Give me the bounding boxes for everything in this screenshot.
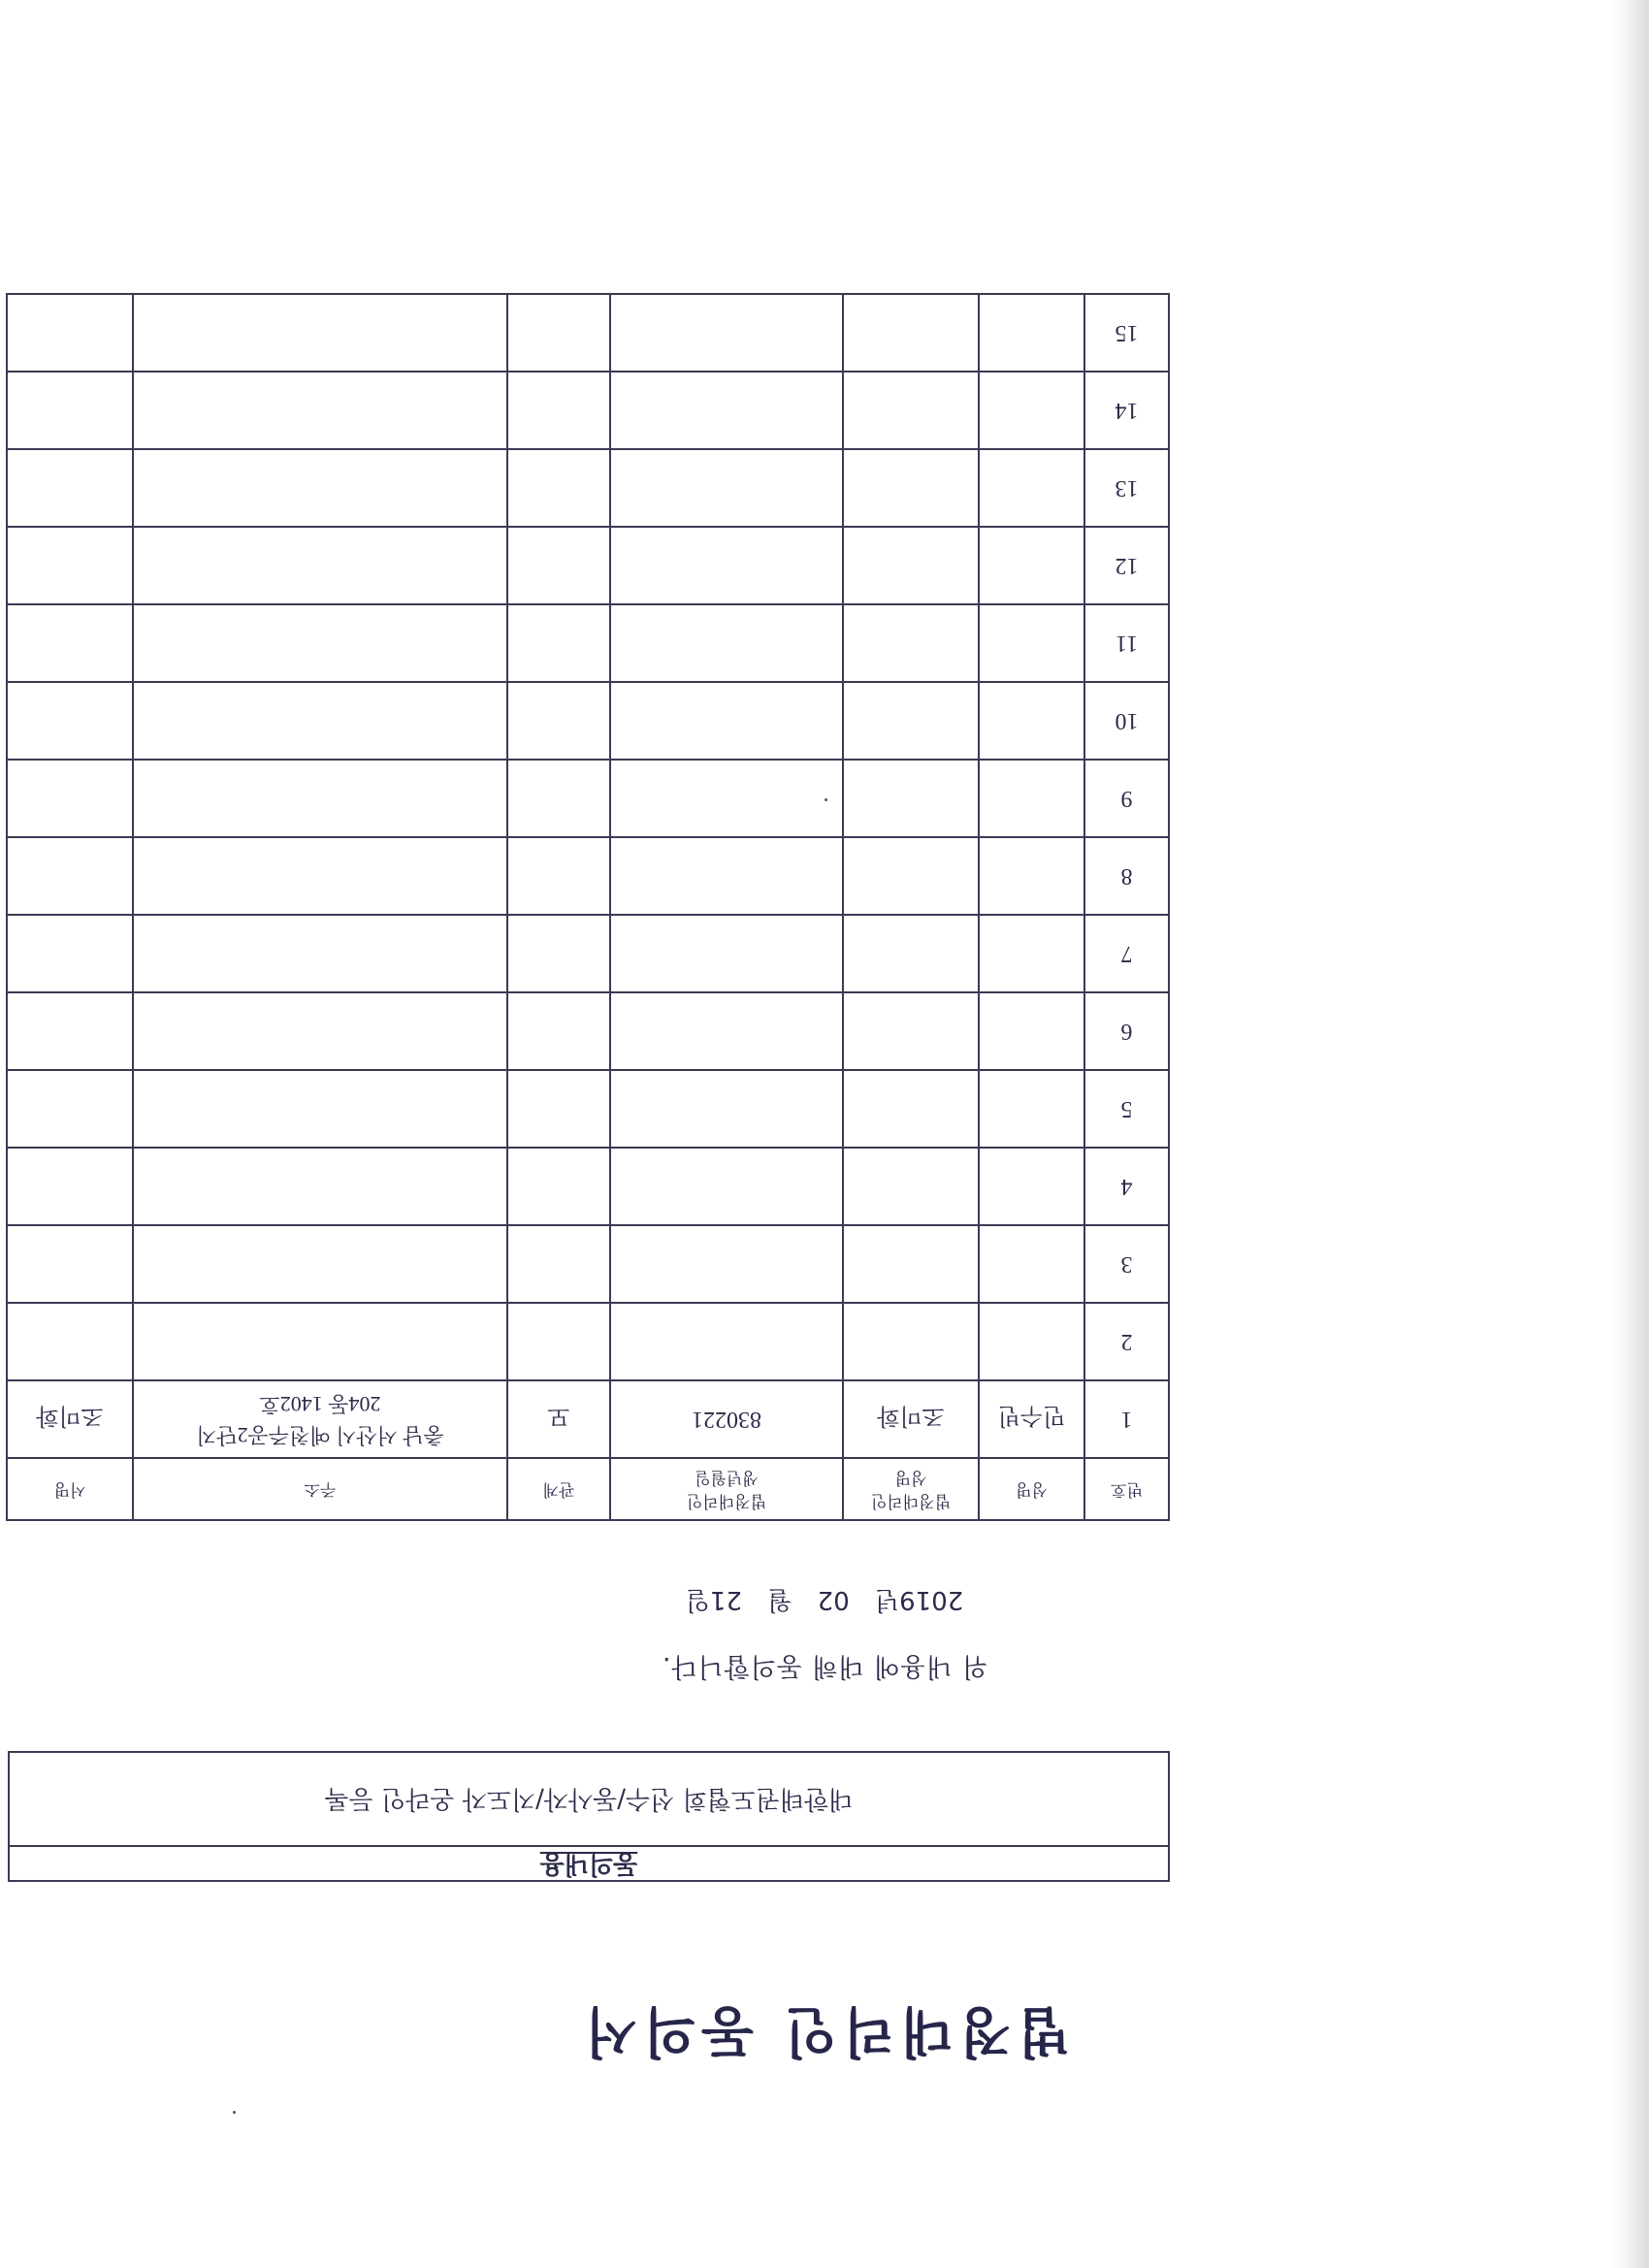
cell-guardian-name <box>843 1303 979 1380</box>
cell-signature <box>7 760 133 837</box>
cell-number: 3 <box>1084 1225 1169 1303</box>
table-row <box>7 992 1169 1070</box>
header-guardian-name: 법정대리인 성명 <box>843 1458 979 1520</box>
header-relation: 관계 <box>507 1458 610 1520</box>
header-signature: 서명 <box>7 1458 133 1520</box>
cell-guardian-name <box>843 682 979 760</box>
cell-guardian-birth <box>610 760 843 837</box>
cell-number: 7 <box>1084 915 1169 992</box>
cell-guardian-name <box>843 604 979 682</box>
cell-guardian-birth <box>610 527 843 604</box>
cell-number: 13 <box>1084 449 1169 527</box>
cell-number: 10 <box>1084 682 1169 760</box>
cell-guardian-birth <box>610 682 843 760</box>
cell-guardian-name <box>843 1148 979 1225</box>
cell-number: 5 <box>1084 1070 1169 1148</box>
cell-address <box>133 527 507 604</box>
cell-guardian-name <box>843 837 979 915</box>
cell-address <box>133 992 507 1070</box>
cell-relation <box>507 1225 610 1303</box>
cell-relation <box>507 449 610 527</box>
table-row <box>7 604 1169 682</box>
cell-address <box>133 837 507 915</box>
cell-name <box>979 837 1084 915</box>
cell-address <box>133 682 507 760</box>
cell-guardian-birth <box>610 837 843 915</box>
cell-guardian-name: 조미화 <box>843 1380 979 1458</box>
cell-number: 15 <box>1084 294 1169 372</box>
cell-name <box>979 682 1084 760</box>
cell-guardian-name <box>843 992 979 1070</box>
cell-number: 9 <box>1084 760 1169 837</box>
header-name: 성명 <box>979 1458 1084 1520</box>
consent-heading <box>10 1845 1168 1880</box>
cell-relation <box>507 915 610 992</box>
table-row <box>7 1303 1169 1380</box>
cell-guardian-birth <box>610 294 843 372</box>
cell-guardian-birth <box>610 915 843 992</box>
table-row <box>7 1225 1169 1303</box>
consent-text: 대한태권도협회 선수/동사자/지도자 온라인 등록 <box>324 1784 854 1813</box>
cell-name <box>979 294 1084 372</box>
cell-signature <box>7 915 133 992</box>
cell-name <box>979 604 1084 682</box>
header-guardian-birth: 법정대리인 생년월일 <box>610 1458 843 1520</box>
cell-guardian-birth <box>610 992 843 1070</box>
scan-speck <box>824 798 827 801</box>
cell-number: 12 <box>1084 527 1169 604</box>
cell-relation <box>507 294 610 372</box>
cell-guardian-birth <box>610 372 843 449</box>
cell-signature <box>7 527 133 604</box>
cell-relation <box>507 372 610 449</box>
cell-guardian-birth <box>610 1303 843 1380</box>
cell-name <box>979 992 1084 1070</box>
cell-guardian-name <box>843 1070 979 1148</box>
cell-number: 14 <box>1084 372 1169 449</box>
cell-name <box>979 449 1084 527</box>
table-row <box>7 682 1169 760</box>
cell-signature <box>7 1303 133 1380</box>
cell-relation <box>507 760 610 837</box>
cell-address <box>133 449 507 527</box>
cell-signature <box>7 1225 133 1303</box>
signing-date: 2019년 02 월 21일 <box>685 1585 964 1614</box>
scan-speck <box>233 2111 236 2114</box>
cell-address: 충남 서산시 예천주공2단지 204동 1402호 <box>133 1380 507 1458</box>
cell-number: 4 <box>1084 1148 1169 1225</box>
consent-box <box>8 1751 1170 1882</box>
header-address: 주소 <box>133 1458 507 1520</box>
cell-guardian-name <box>843 449 979 527</box>
cell-guardian-birth <box>610 449 843 527</box>
cell-relation <box>507 527 610 604</box>
table-row <box>7 294 1169 372</box>
cell-relation <box>507 1148 610 1225</box>
cell-guardian-name <box>843 372 979 449</box>
cell-guardian-name <box>843 1225 979 1303</box>
table-header-row <box>7 1458 1169 1520</box>
table-row <box>7 760 1169 837</box>
cell-name <box>979 915 1084 992</box>
cell-relation <box>507 992 610 1070</box>
table-row <box>7 372 1169 449</box>
cell-address <box>133 604 507 682</box>
table-row <box>7 837 1169 915</box>
cell-address <box>133 372 507 449</box>
cell-signature <box>7 294 133 372</box>
cell-signature <box>7 1148 133 1225</box>
cell-address <box>133 294 507 372</box>
cell-number: 8 <box>1084 837 1169 915</box>
cell-number: 6 <box>1084 992 1169 1070</box>
cell-name <box>979 1225 1084 1303</box>
table-row <box>7 1070 1169 1148</box>
cell-address <box>133 915 507 992</box>
cell-relation <box>507 1070 610 1148</box>
cell-name: 민수빈 <box>979 1380 1084 1458</box>
table-row <box>7 527 1169 604</box>
cell-name <box>979 1303 1084 1380</box>
cell-name <box>979 1148 1084 1225</box>
cell-relation <box>507 837 610 915</box>
cell-name <box>979 527 1084 604</box>
cell-guardian-name <box>843 915 979 992</box>
cell-signature <box>7 449 133 527</box>
cell-relation <box>507 682 610 760</box>
table-row <box>7 1380 1169 1458</box>
cell-guardian-name <box>843 527 979 604</box>
cell-guardian-birth: 830221 <box>610 1380 843 1458</box>
table-row <box>7 915 1169 992</box>
agreement-statement: 위 내용에 대해 동의합니다. <box>661 1651 988 1681</box>
cell-number: 1 <box>1084 1380 1169 1458</box>
table-row <box>7 1148 1169 1225</box>
cell-name <box>979 372 1084 449</box>
table-body <box>7 294 1169 1458</box>
cell-guardian-birth <box>610 1148 843 1225</box>
cell-signature <box>7 1070 133 1148</box>
table-row <box>7 449 1169 527</box>
cell-signature <box>7 682 133 760</box>
header-number: 번호 <box>1084 1458 1169 1520</box>
cell-signature <box>7 992 133 1070</box>
cell-guardian-birth <box>610 1070 843 1148</box>
cell-signature <box>7 372 133 449</box>
guardian-table <box>6 293 1170 1521</box>
cell-signature: 조미화 <box>7 1380 133 1458</box>
cell-guardian-name <box>843 760 979 837</box>
cell-relation <box>507 604 610 682</box>
cell-guardian-name <box>843 294 979 372</box>
cell-address <box>133 1070 507 1148</box>
cell-number: 11 <box>1084 604 1169 682</box>
cell-address <box>133 1148 507 1225</box>
cell-name <box>979 1070 1084 1148</box>
cell-name <box>979 760 1084 837</box>
cell-guardian-birth <box>610 1225 843 1303</box>
cell-signature <box>7 837 133 915</box>
cell-guardian-birth <box>610 604 843 682</box>
cell-number: 2 <box>1084 1303 1169 1380</box>
consent-heading-label: 동의내용 <box>539 1849 638 1878</box>
scan-edge-shadow <box>1612 0 1649 2268</box>
cell-signature <box>7 604 133 682</box>
cell-address <box>133 760 507 837</box>
cell-relation <box>507 1303 610 1380</box>
cell-address <box>133 1303 507 1380</box>
cell-address <box>133 1225 507 1303</box>
cell-relation: 모 <box>507 1380 610 1458</box>
document-title: 법정대리인 동의서 <box>578 1999 1071 2062</box>
